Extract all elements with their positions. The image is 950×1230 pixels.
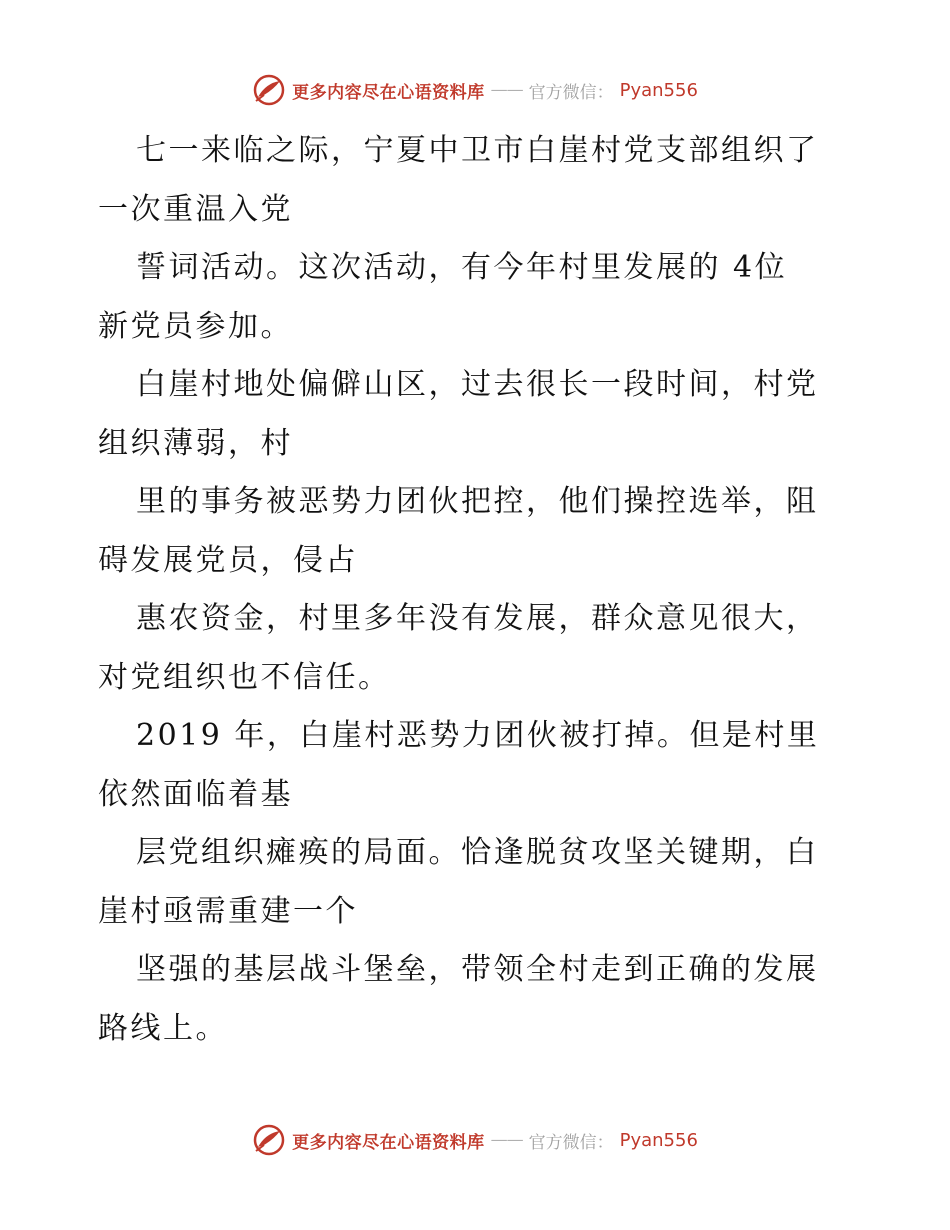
paragraph-text: 坚强的基层战斗堡垒，带领全村走到正确的发展 — [136, 952, 819, 987]
banner-text: 更多内容尽在心语资料库 — [292, 82, 485, 103]
paragraph-line — [98, 649, 868, 708]
paragraph-text: 崖村亟需重建一个 — [98, 893, 358, 929]
paragraph-text: 里的事务被恶势力团伙把控，他们操控选举，阻 — [136, 484, 819, 519]
banner-dash: —— — [490, 1130, 523, 1150]
paragraph-line — [98, 1000, 868, 1059]
paragraph-line — [98, 298, 868, 357]
pen-logo-icon — [252, 1123, 286, 1157]
paragraph-line — [98, 356, 868, 415]
banner-dash: —— — [490, 80, 523, 100]
banner-wechat-label: 官方微信： — [528, 1132, 614, 1153]
paragraph-text: 组织薄弱，村 — [98, 425, 293, 461]
banner-wechat-label: 官方微信： — [528, 82, 614, 103]
article-body — [98, 122, 868, 1058]
banner-text: 更多内容尽在心语资料库 — [292, 1132, 485, 1153]
paragraph-text: 白崖村地处偏僻山区，过去很长一段时间，村党 — [136, 367, 819, 402]
paragraph-text: 碍发展党员，侵占 — [98, 542, 358, 578]
paragraph-text: 路线上。 — [98, 1010, 228, 1046]
paragraph-line — [98, 239, 868, 298]
paragraph-text: 对党组织也不信任。 — [98, 659, 391, 695]
banner-wechat-id: Pyan556 — [619, 79, 698, 101]
paragraph-text: 2019 年，白崖村恶势力团伙被打掉。但是村里 — [136, 718, 820, 753]
pen-logo-icon — [252, 73, 286, 107]
paragraph-line — [98, 883, 868, 942]
paragraph-line — [98, 590, 868, 649]
paragraph-text: 誓词活动。这次活动，有今年村里发展的 4位 — [136, 250, 788, 285]
paragraph-line — [98, 824, 868, 883]
header-banner — [0, 72, 950, 108]
paragraph-line — [98, 122, 868, 181]
paragraph-line — [98, 415, 868, 474]
paragraph-text: 依然面临着基 — [98, 776, 293, 812]
paragraph-line — [98, 766, 868, 825]
footer-banner — [0, 1122, 950, 1158]
paragraph-line — [98, 707, 868, 766]
paragraph-line — [98, 941, 868, 1000]
paragraph-line — [98, 532, 868, 591]
banner-wechat-id: Pyan556 — [619, 1129, 698, 1151]
paragraph-text: 惠农资金，村里多年没有发展，群众意见很大， — [136, 601, 819, 636]
paragraph-text: 一次重温入党 — [98, 191, 293, 227]
paragraph-text: 七一来临之际，宁夏中卫市白崖村党支部组织了 — [136, 133, 819, 168]
paragraph-line — [98, 181, 868, 240]
paragraph-text: 新党员参加。 — [98, 308, 293, 344]
paragraph-line — [98, 473, 868, 532]
paragraph-text: 层党组织瘫痪的局面。恰逢脱贫攻坚关键期，白 — [136, 835, 819, 870]
